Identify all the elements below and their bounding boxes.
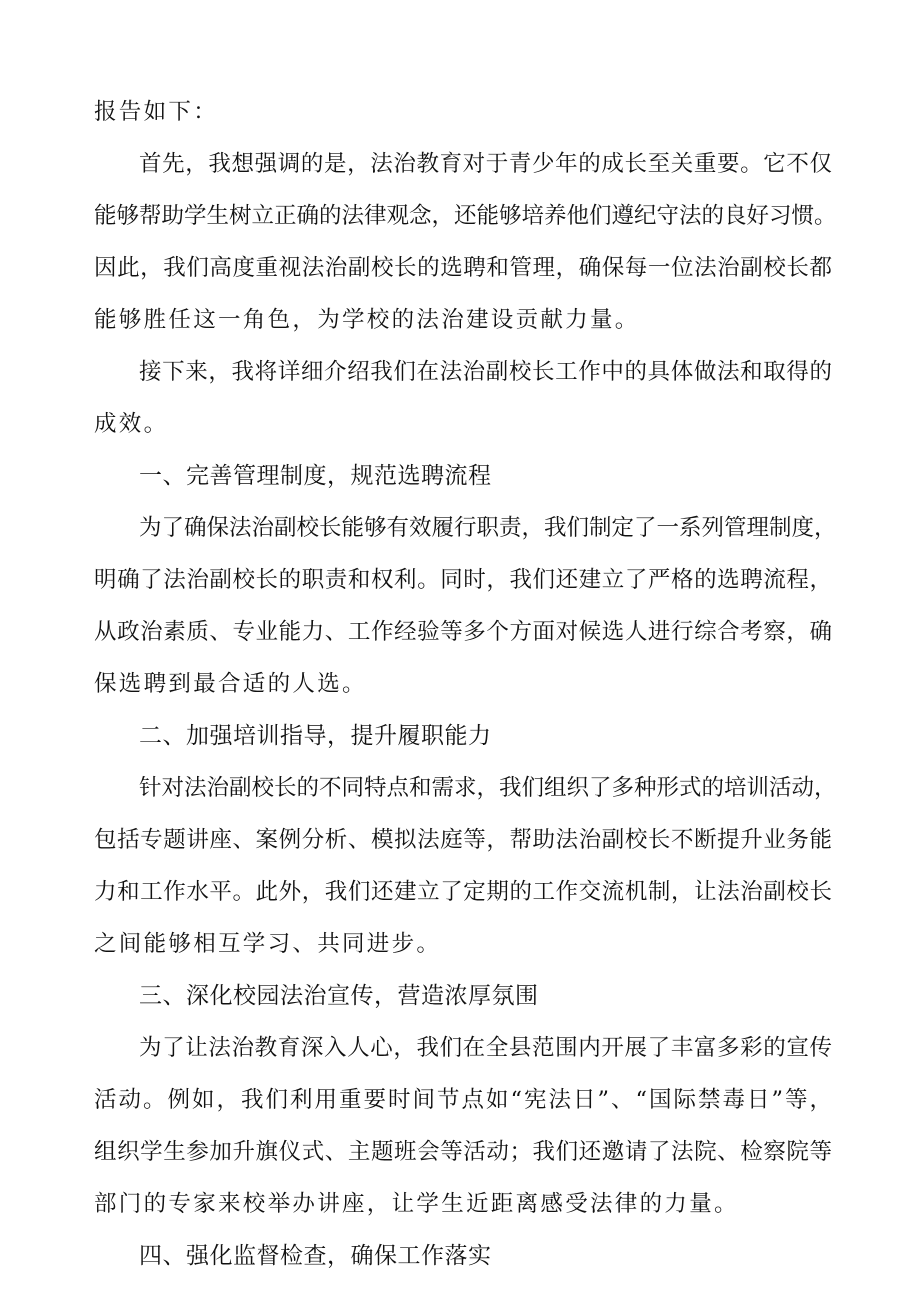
section2-heading: 二、加强培训指导，提升履职能力: [139, 723, 492, 749]
section2-line-3: 力和工作水平。此外，我们还建立了定期的工作交流机制，让法治副校长: [94, 879, 832, 905]
section3-line-3: 组织学生参加升旗仪式、主题班会等活动；我们还邀请了法院、检察院等: [94, 1139, 832, 1165]
para1-line-3: 因此，我们高度重视法治副校长的选聘和管理，确保每一位法治副校长都: [94, 255, 832, 281]
para1-line-2: 能够帮助学生树立正确的法律观念，还能够培养他们遵纪守法的良好习惯。: [94, 203, 837, 229]
section2-line-2: 包括专题讲座、案例分析、模拟法庭等，帮助法治副校长不断提升业务能: [94, 827, 832, 853]
section1-line-1: 为了确保法治副校长能够有效履行职责，我们制定了一系列管理制度，: [139, 515, 837, 541]
para2-line-1: 接下来，我将详细介绍我们在法治副校长工作中的具体做法和取得的: [139, 359, 832, 385]
section2-line-4: 之间能够相互学习、共同进步。: [94, 931, 442, 957]
section1-line-2: 明确了法治副校长的职责和权利。同时，我们还建立了严格的选聘流程，: [94, 567, 832, 593]
section3-heading: 三、深化校园法治宣传，营造浓厚氛围: [139, 983, 539, 1009]
section3-line-1: 为了让法治教育深入人心，我们在全县范围内开展了丰富多彩的宣传: [139, 1035, 832, 1061]
para2-line-2: 成效。: [94, 411, 169, 437]
section2-line-1: 针对法治副校长的不同特点和需求，我们组织了多种形式的培训活动，: [139, 775, 837, 801]
para1-line-1: 首先，我想强调的是，法治教育对于青少年的成长至关重要。它不仅: [139, 151, 832, 177]
intro-tail-line: 报告如下：: [94, 99, 219, 125]
section3-line-4: 部门的专家来校举办讲座，让学生近距离感受法律的力量。: [94, 1191, 739, 1217]
para1-line-4: 能够胜任这一角色，为学校的法治建设贡献力量。: [94, 307, 640, 333]
section1-heading: 一、完善管理制度，规范选聘流程: [139, 463, 492, 489]
section1-line-3: 从政治素质、专业能力、工作经验等多个方面对候选人进行综合考察，确: [94, 619, 832, 645]
section1-line-4: 保选聘到最合适的人选。: [94, 671, 367, 697]
section3-line-2: 活动。例如，我们利用重要时间节点如“宪法日”、“国际禁毒日”等，: [94, 1087, 832, 1113]
section4-heading: 四、强化监督检查，确保工作落实: [139, 1243, 492, 1269]
